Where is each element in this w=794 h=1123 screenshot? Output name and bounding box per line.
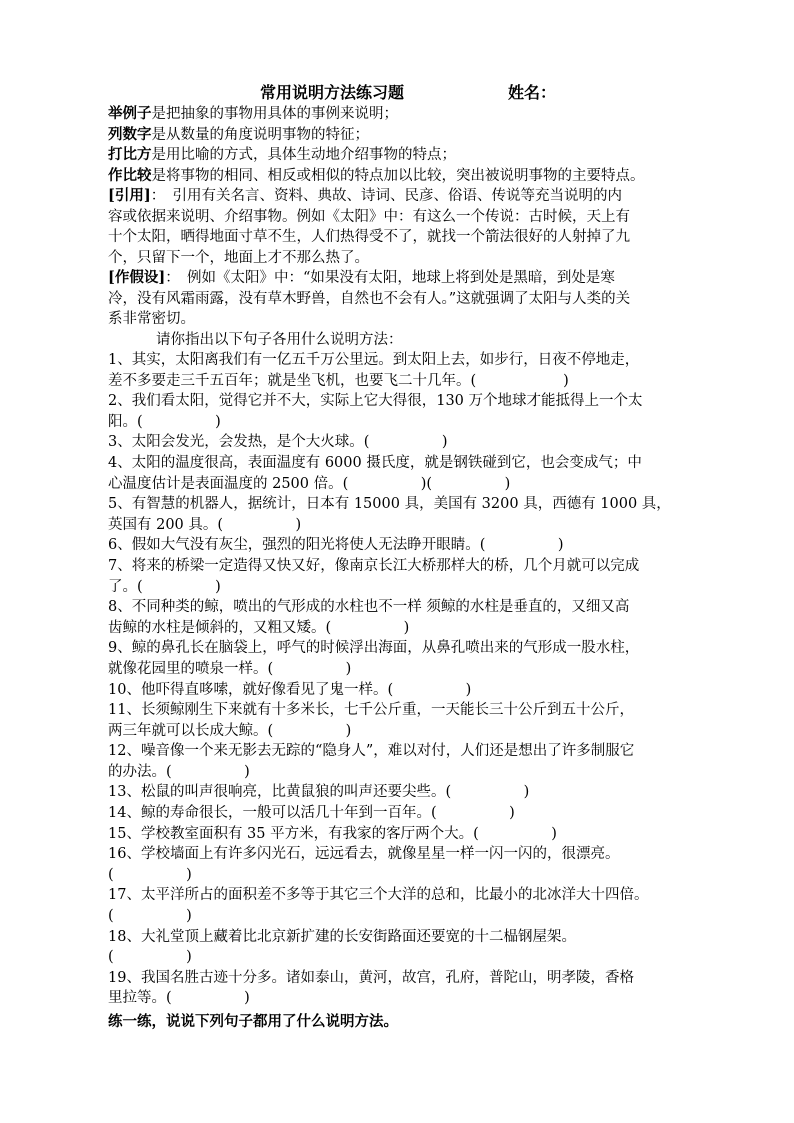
practice-heading: 练一练，说说下列句子都用了什么说明方法。 — [108, 1013, 398, 1030]
question-line: 齿鲸的水柱是倾斜的，又粗又矮。( ) — [108, 619, 410, 636]
definition-item — [108, 166, 688, 187]
definition-text: 是将事物的相同、相反或相似的特点加以比较，突出被说明事物的主要特点。 — [151, 167, 645, 184]
question-item — [108, 680, 688, 701]
question-line: 19、我国名胜古迹十分多。诸如泰山，黄河，故宫，孔府，普陀山，明孝陵，香格 — [108, 969, 634, 986]
worksheet — [108, 74, 688, 1033]
question-line: 英国有 200 具。( ) — [108, 516, 302, 533]
question-line: 17、太平洋所占的面积差不多等于其它三个大洋的总和，比最小的北冰洋大十四倍。 — [108, 887, 649, 904]
question-line: 16、学校墙面上有许多闪光石，远远看去，就像星星一样一闪一闪的，很漂亮。 — [108, 846, 620, 863]
definition-term: 举例子 — [108, 105, 152, 122]
question-line: 了。( ) — [108, 578, 221, 595]
definition-text: ： 引用有关名言、资料、典故、诗词、民彦、俗语、传说等充当说明的内 — [150, 188, 622, 204]
question-item — [108, 782, 688, 803]
definition-text: 是把抽象的事物用具体的事例来说明； — [151, 106, 398, 122]
question-item — [108, 844, 688, 885]
definition-term: 作比较 — [108, 166, 152, 184]
title-row — [108, 74, 688, 104]
question-line: 12、噪音像一个来无影去无踪的“隐身人”，难以对付，人们还是想出了许多制服它 — [108, 743, 635, 760]
definition-item — [108, 104, 688, 125]
question-item — [108, 968, 688, 1009]
definition-item — [108, 145, 688, 166]
definition-term: [作假设] — [108, 269, 166, 286]
question-line: 2、我们看太阳，觉得它并不大，实际上它大得很，130 万个地球才能抵得上一个太 — [108, 393, 643, 410]
question-line: ( ) — [108, 908, 192, 925]
yinyong-line: 个，只留下一个，地面上才不那么热了。 — [108, 249, 369, 266]
question-item — [108, 494, 688, 535]
definition-term: 打比方 — [108, 146, 152, 163]
question-line: 9、鲸的鼻孔长在脑袋上，呼气的时候浮出海面，从鼻孔喷出来的气形成一股水柱， — [108, 640, 640, 657]
question-item — [108, 453, 688, 494]
name-label: 姓名： — [508, 83, 557, 102]
question-line: 的办法。( ) — [108, 763, 250, 780]
question-line: 差不多要走三千五百年；就是坐飞机，也要飞二十几年。( ) — [108, 372, 569, 389]
zuojiashe-line — [108, 268, 688, 289]
question-line: 7、将来的桥梁一定造得又快又好，像南京长江大桥那样大的桥，几个月就可以完成 — [108, 557, 640, 574]
question-item — [108, 432, 688, 453]
question-line: 3、太阳会发光，会发热，是个大火球。( ) — [108, 434, 448, 451]
question-line: 里拉等。( ) — [108, 990, 250, 1007]
definition-text: 是用比喻的方式，具体生动地介绍事物的特点； — [151, 147, 456, 163]
question-line: 4、太阳的温度很高，表面温度有 6000 摄氏度，就是钢铁碰到它，也会变成气；中 — [108, 454, 642, 471]
question-list — [108, 350, 688, 1009]
question-line: 就像花园里的喷泉一样。( ) — [108, 660, 352, 677]
question-line: 10、他吓得直哆嗦，就好像看见了鬼一样。( ) — [108, 681, 472, 698]
question-item — [108, 927, 688, 968]
definition-text: ： 例如《太阳》中：“如果没有太阳，地球上将到处是黑暗，到处是寒 — [165, 270, 615, 286]
question-line: 18、大礼堂顶上藏着比北京新扩建的长安街路面还要宽的十二榀钢屋架。 — [108, 928, 576, 945]
question-item — [108, 741, 688, 782]
question-line: 心温度估计是表面温度的 2500 倍。( )( ) — [108, 475, 511, 492]
question-item — [108, 556, 688, 597]
definition-text: 是从数量的角度说明事物的特征； — [151, 126, 369, 143]
yinyong-line: 容或依据来说明、介绍事物。例如《太阳》中：有这么一个传说：古时候，天上有 — [108, 208, 630, 225]
question-item — [108, 700, 688, 741]
question-line: 14、鲸的寿命很长，一般可以活几十年到一百年。( ) — [108, 805, 515, 822]
instruction: 请你指出以下句子各用什么说明方法： — [156, 331, 403, 348]
question-line: ( ) — [108, 866, 192, 883]
definition-term: [引用] — [108, 187, 151, 204]
question-line: 1、其实，太阳离我们有一亿五千万公里远。到太阳上去，如步行，日夜不停地走， — [108, 352, 640, 368]
question-item — [108, 535, 688, 556]
yinyong-line: 十个太阳，晒得地面寸草不生，人们热得受不了，就找一个箭法很好的人射掉了九 — [108, 229, 630, 245]
question-line: 5、有智慧的机器人，据统计，日本有 15000 具，美国有 3200 具，西德有 1000 具， — [108, 496, 671, 513]
question-line: 11、长须鲸刚生下来就有十多米长，七千公斤重，一天能长三十公斤到五十公斤， — [108, 702, 634, 719]
question-line: 6、假如大气没有灰尘，强烈的阳光将使人无法睁开眼睛。( ) — [108, 537, 564, 554]
zuojiashe-line: 系非常密切。 — [108, 311, 195, 327]
question-item — [108, 350, 688, 391]
zuojiashe-line: 冷，没有风霜雨露，没有草木野兽，自然也不会有人。”这就强调了太阳与人类的关 — [108, 290, 631, 307]
question-item — [108, 597, 688, 638]
question-item — [108, 391, 688, 432]
definitions — [108, 104, 688, 330]
question-line: ( ) — [108, 949, 192, 966]
definition-term: 列数字 — [108, 125, 152, 143]
page-title: 常用说明方法练习题 — [260, 83, 405, 102]
question-line: 13、松鼠的叫声很响亮，比黄鼠狼的叫声还要尖些。( ) — [108, 784, 530, 801]
question-line: 8、不同种类的鲸，喷出的气形成的水柱也不一样 须鲸的水柱是垂直的，又细又高 — [108, 599, 630, 616]
yinyong-line — [108, 186, 688, 207]
question-line: 15、学校教室面积有 35 平方米，有我家的客厅两个大。( ) — [108, 825, 557, 842]
question-item — [108, 803, 688, 824]
question-item — [108, 638, 688, 679]
question-line: 阳。( ) — [108, 413, 221, 430]
definition-item — [108, 125, 688, 146]
question-item — [108, 824, 688, 845]
question-line: 两三年就可以长成大鲸。( ) — [108, 722, 352, 739]
question-item — [108, 885, 688, 926]
